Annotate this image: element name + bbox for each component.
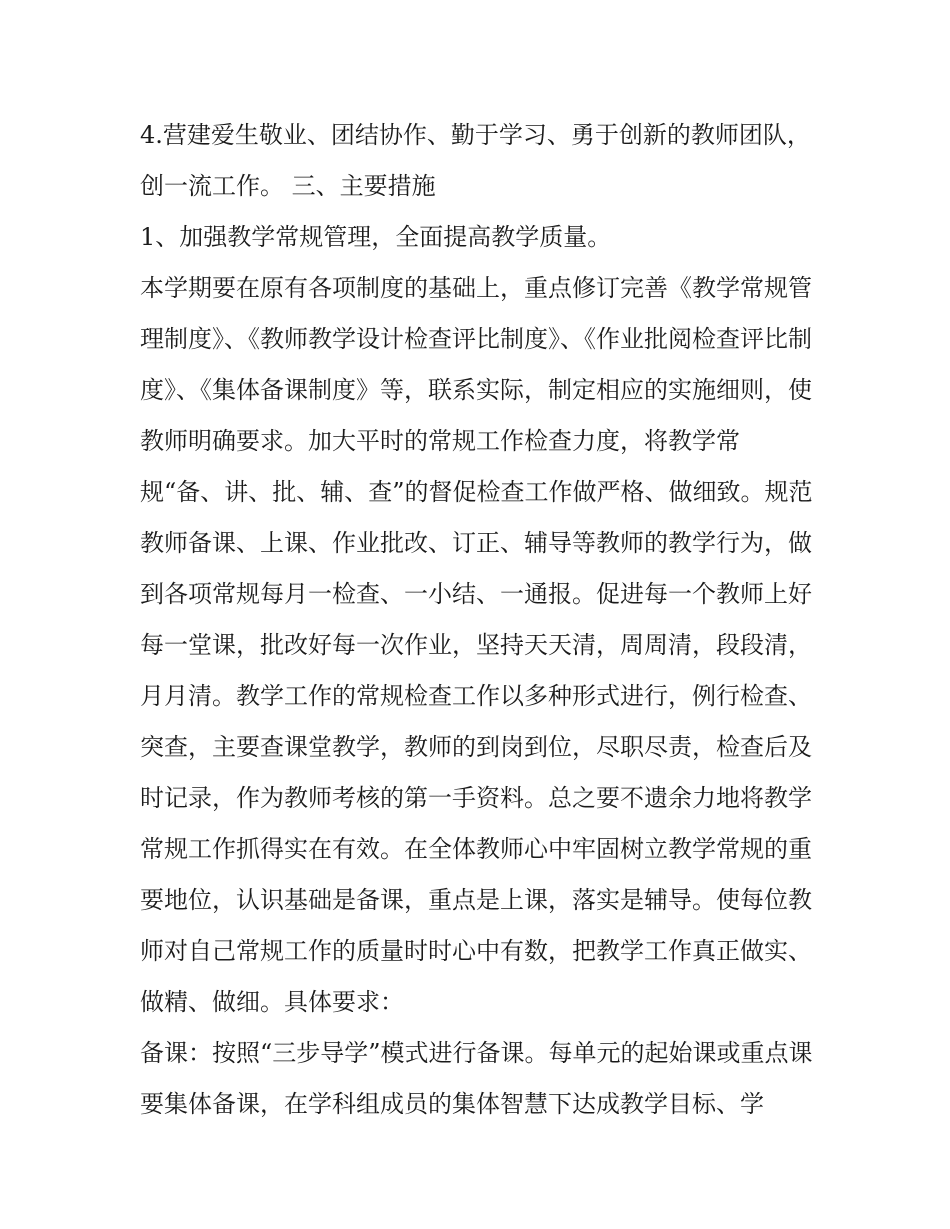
paragraph-measure-heading: 1、加强教学常规管理，全面提高教学质量。 [140,223,612,251]
paragraph-team-goal: 4.营建爱生敬业、团结协作、勤于学习、勇于创新的教师团队，创一流工作。 三、主要措施 [140,121,811,200]
paragraph-routine-management: 本学期要在原有各项制度的基础上，重点修订完善《教学常规管理制度》、《教师教学设计检查评比制度》、《作业批阅检查评比制度》、《集体备课制度》等，联系实际，制定相应的实施细则，使教师明确要求。加大平时的常规工作检查力度，将教学常规“备、讲、批、辅、查”的督促检查工作做严格、做细致。规范教师备课、上课、作业批改、订正、辅导等教师的教学行为，做到各项常规每月一检查、一小结、一通报。促进每一个教师上好每一堂课，批改好每一次作业，坚持天天清，周周清，段段清，月月清。教学工作的常规检查工作以多种形式进行，例行检查、突查，主要查课堂教学，教师的到岗到位，尽职尽责，检查后及时记录，作为教师考核的第一手资料。总之要不遗余力地将教学常规工作抓得实在有效。在全体教师心中牢固树立教学常规的重要地位，认识基础是备课，重点是上课，落实是辅导。使每位教师对自己常规工作的质量时时心中有数，把教学工作真正做实、做精、做细。具体要求： [140,274,813,1016]
document-body [140,110,820,1130]
paragraph-lesson-preparation: 备课：按照“三步导学”模式进行备课。每单元的起始课或重点课要集体备课，在学科组成员的集体智慧下达成教学目标、学 [140,1039,813,1118]
